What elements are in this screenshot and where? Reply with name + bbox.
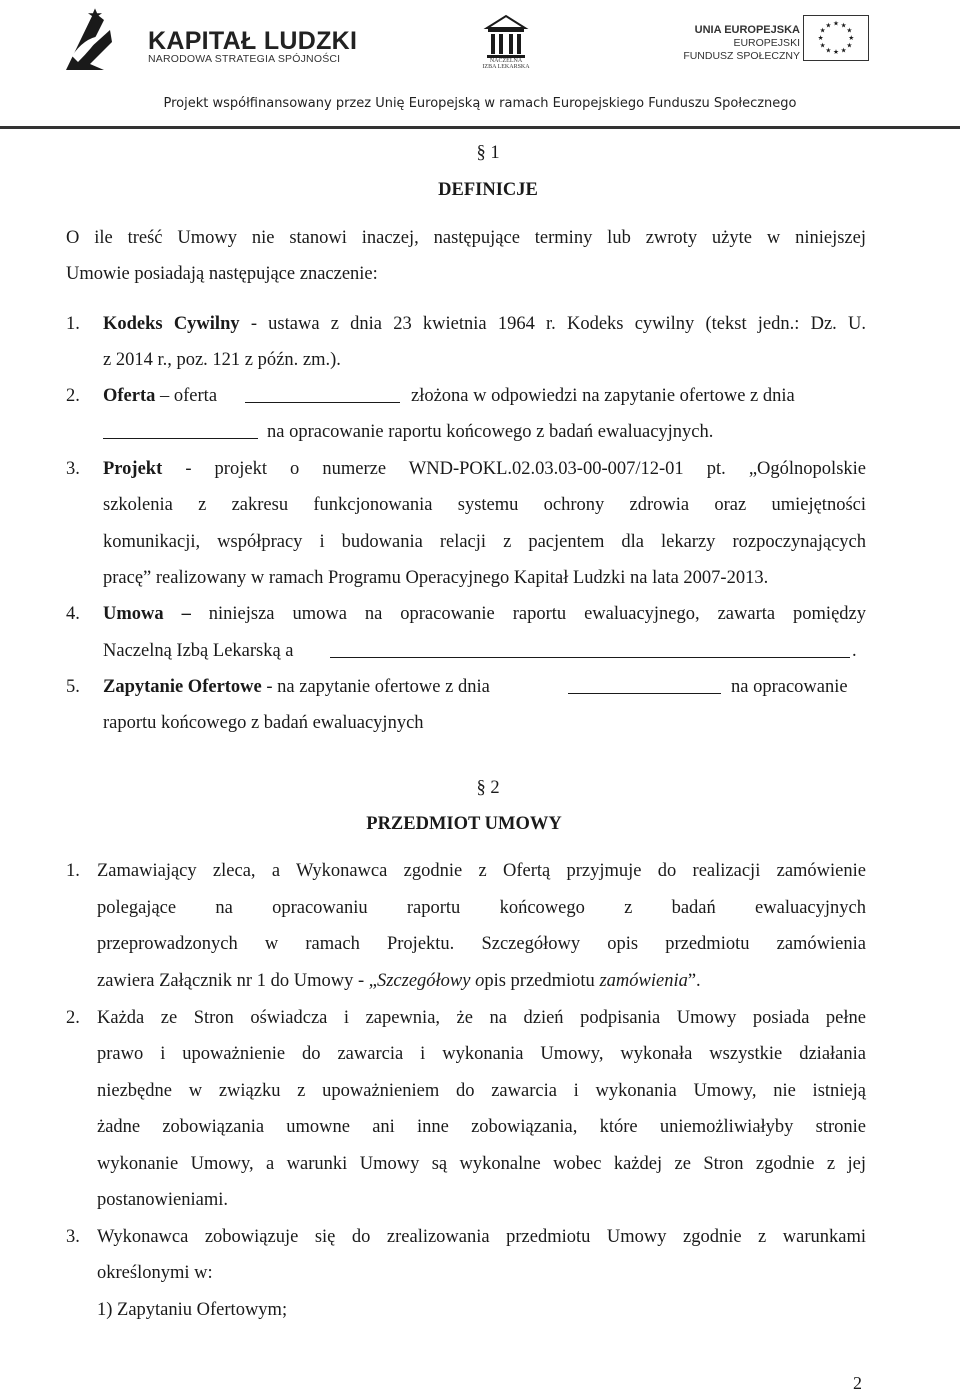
svg-text:★: ★ [833,48,839,57]
definition-1-line2: z 2014 r., poz. 121 z późn. zm.). [103,350,341,370]
clause-2-line1: Każda ze Stron oświadcza i zapewnia, że na dzień podpisania Umowy posiada pełne [97,1008,866,1028]
definition-4-line2-end: . [852,641,857,661]
section1-sign: § 1 [476,143,500,163]
definition-4-term: Umowa – [103,604,191,624]
clause-2-line2: prawo i upoważnienie do zawarcia i wykonania Umowy, wykonała wszystkie działania [97,1044,866,1064]
page-number: 2 [853,1373,862,1392]
clause-1-l4c: pis przedmiotu [484,971,600,991]
definition-2-line1b: złożona w odpowiedzi na zapytanie ofertowe z dnia [411,386,795,406]
definition-4-line1 [103,603,866,625]
clause-3-sub-1: 1) Zapytaniu Ofertowym; [97,1300,288,1320]
section2-sign: § 2 [476,778,500,798]
clause-3-number: 3. [66,1227,80,1247]
svg-text:★: ★ [848,33,855,42]
clause-1-l4a: zawiera Załącznik nr 1 do Umowy - „ [97,971,377,991]
eu-label [660,24,800,63]
eu-label-line1: UNIA EUROPEJSKA [694,24,800,36]
definition-2-term: Oferta [103,386,156,406]
svg-text:★: ★ [817,33,824,42]
definition-1-term: Kodeks Cywilny [103,314,240,334]
definition-2-number: 2. [66,386,80,406]
intro-line-1: O ile treść Umowy nie stanowi inaczej, następujące terminy lub zwroty użyte w niniejszej [66,228,866,248]
definition-2-line1a [103,385,217,407]
clause-1-l4b: Szczegółowy o [376,971,485,991]
definition-2-line2: na opracowanie raportu końcowego z badań ewaluacyjnych. [267,422,714,442]
definition-3-line3: komunikacji, współpracy i budowania relacji z pacjentem dla lekarzy rozpoczynających [103,532,866,552]
svg-text:★: ★ [846,26,853,35]
definition-5-blank [568,680,721,694]
svg-text:★: ★ [819,26,826,35]
definition-1-number: 1. [66,314,80,334]
nil-label-line2: IZBA LEKARSKA [482,64,530,70]
definition-5-line2: raportu końcowego z badań ewaluacyjnych [103,713,424,733]
definition-4-line2: Naczelną Izbą Lekarską a [103,641,294,661]
nil-label [478,58,534,70]
definition-4-blank [330,644,850,658]
clause-3-line2: określonymi w: [97,1263,213,1283]
section2-title: PRZEDMIOT UMOWY [366,814,562,834]
kapital-ludzki-subtitle: NARODOWA STRATEGIA SPÓJNOŚCI [148,53,341,65]
cofinancing-note: Projekt współfinansowany przez Unię Europejską w ramach Europejskiego Funduszu Społecznego [163,96,797,111]
definition-5-line1b: na opracowanie [731,677,848,697]
definition-2-blank-2 [103,425,258,439]
definition-3-line4: pracę” realizowany w ramach Programu Operacyjnego Kapitał Ludzki na lata 2007-2013. [103,568,769,588]
kapital-ludzki-title: KAPITAŁ LUDZKI [148,27,358,55]
definition-2-blank-1 [245,389,400,403]
intro-line-2: Umowie posiadają następujące znaczenie: [66,264,378,284]
svg-text:★: ★ [819,41,826,50]
svg-text:★: ★ [825,21,832,30]
definition-5-number: 5. [66,677,80,697]
definition-3-text: - projekt o numerze WND-POKL.02.03.03-00-007/12-01 pt. „Ogólnopolskie [162,459,866,479]
definition-1-line1 [103,313,866,335]
definition-3-term: Projekt [103,459,163,479]
clause-2-line3: niezbędne w związku z upoważnieniem do zawarcia i wykonania Umowy, nie istnieją [97,1081,866,1101]
eu-label-line2: EUROPEJSKI [733,37,800,49]
definition-3-line2: szkolenia z zakresu funkcjonowania systemu ochrony zdrowia oraz umiejętności [103,495,866,515]
clause-1-number: 1. [66,861,80,881]
clause-1-line1: Zamawiający zleca, a Wykonawca zgodnie z Ofertą przyjmuje do realizacji zamówienie [97,861,866,881]
page-header [0,0,960,130]
header-divider [0,126,960,129]
clause-2-line4: żadne zobowiązania umowne ani inne zobowiązania, które uniemożliwiałyby stronie [97,1117,866,1137]
svg-text:★: ★ [833,19,839,28]
definition-3-number: 3. [66,459,80,479]
definition-3-line1 [103,458,866,480]
definition-5-term: Zapytanie Ofertowe [103,677,262,697]
clause-1-line4 [97,970,701,992]
section1-title: DEFINICJE [438,180,538,200]
clause-1-line2: polegające na opracowaniu raportu końcowego z badań ewaluacyjnych [97,898,866,918]
svg-text:★: ★ [840,21,847,30]
definition-2-text: – oferta [155,386,218,406]
eu-label-line3: FUNDUSZ SPOŁECZNY [683,50,800,62]
definition-5-text: - na zapytanie ofertowe z dnia [261,677,490,697]
definition-5-line1a [103,676,490,698]
clause-2-line5: wykonanie Umowy, a warunki Umowy są wykonalne wobec każdej ze Stron zgodnie z jej [97,1154,866,1174]
eu-flag-icon [803,15,869,61]
clause-1-l4e: ”. [687,971,701,991]
definition-1-text: - ustawa z dnia 23 kwietnia 1964 r. Kodeks cywilny (tekst jedn.: Dz. U. [239,314,866,334]
clause-1-l4d: zamówienia [599,971,688,991]
clause-2-number: 2. [66,1008,80,1028]
clause-1-line3: przeprowadzonych w ramach Projektu. Szczegółowy opis przedmiotu zamówienia [97,934,866,954]
svg-text:★: ★ [825,46,832,55]
nil-label-line1: NACZELNA [489,58,523,64]
clause-3-line1: Wykonawca zobowiązuje się do zrealizowania przedmiotu Umowy zgodnie z warunkami [97,1227,866,1247]
svg-text:★: ★ [840,46,847,55]
clause-2-line6: postanowieniami. [97,1190,229,1210]
svg-text:★: ★ [846,41,853,50]
definition-4-number: 4. [66,604,80,624]
definition-4-text: niniejsza umowa na opracowanie raportu ewaluacyjnego, zawarta pomiędzy [190,604,866,624]
